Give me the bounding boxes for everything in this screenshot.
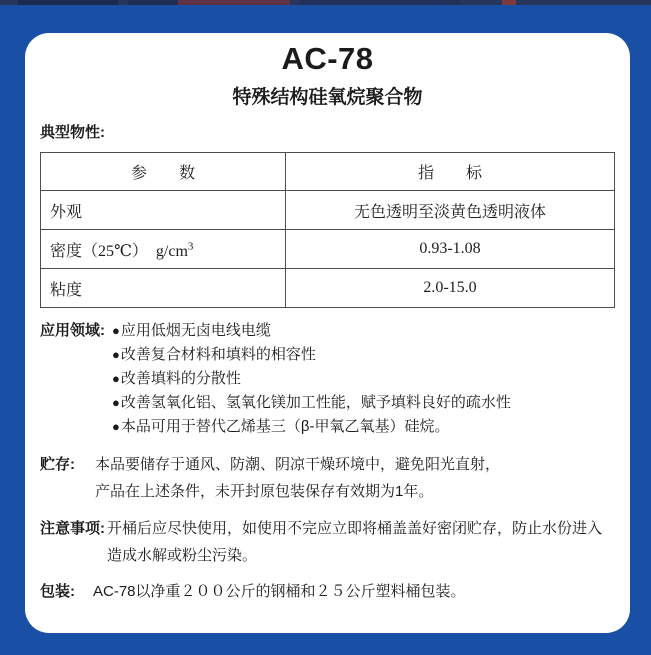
precautions-line: 造成水解或粉尘污染。 bbox=[107, 547, 258, 564]
param-cell bbox=[41, 230, 286, 269]
application-item bbox=[112, 391, 511, 415]
application-item-text: 改善复合材料和填料的相容性 bbox=[120, 346, 316, 363]
precautions-body bbox=[107, 515, 602, 569]
artifact-segment bbox=[18, 0, 118, 5]
param-text: 外观 bbox=[50, 203, 83, 221]
application-item bbox=[112, 367, 511, 391]
bullet-dot-icon: ● bbox=[112, 419, 120, 434]
packaging-section bbox=[40, 581, 615, 603]
datasheet-card bbox=[25, 33, 630, 633]
bullet-dot-icon: ● bbox=[112, 347, 120, 362]
table-header-row bbox=[41, 153, 615, 191]
precautions-label: 注意事项: bbox=[40, 520, 105, 537]
storage-line: 本品要储存于通风、防潮、阴凉干燥环境中，避免阳光直射， bbox=[95, 456, 501, 473]
bullet-dot-icon: ● bbox=[112, 395, 120, 410]
application-item-text: 改善填料的分散性 bbox=[120, 370, 241, 387]
storage-body bbox=[95, 451, 500, 505]
application-section bbox=[40, 319, 615, 439]
value-cell: 无色透明至淡黄色透明液体 bbox=[286, 191, 615, 230]
application-item-text: 改善氢氧化铝、氢氧化镁加工性能，赋予填料良好的疏水性 bbox=[120, 394, 511, 411]
application-label: 应用领域: bbox=[40, 322, 105, 339]
table-row bbox=[41, 269, 615, 308]
value-column-header: 指 标 bbox=[286, 153, 615, 191]
table-row bbox=[41, 191, 615, 230]
product-subtitle: 特殊结构硅氧烷聚合物 bbox=[232, 87, 423, 108]
param-column-header: 参 数 bbox=[41, 153, 286, 191]
application-list bbox=[112, 319, 511, 439]
artifact-segment-red bbox=[178, 0, 290, 5]
param-superscript: 3 bbox=[187, 240, 194, 253]
storage-line: 产品在上述条件，未开封原包装保存有效期为1年。 bbox=[95, 483, 434, 500]
precautions-section bbox=[40, 515, 615, 569]
bullet-dot-icon: ● bbox=[112, 371, 120, 386]
precautions-line: 开桶后应尽快使用，如使用不完应立即将桶盖盖好密闭贮存，防止水份进入 bbox=[107, 520, 603, 537]
product-title: AC-78 bbox=[281, 41, 374, 76]
param-text: 密度（25℃） g/cm bbox=[50, 242, 188, 260]
param-text: 粘度 bbox=[50, 281, 83, 299]
properties-table bbox=[40, 152, 615, 308]
value-cell: 0.93-1.08 bbox=[286, 230, 615, 269]
packaging-label: 包装: bbox=[40, 583, 75, 600]
param-cell bbox=[41, 191, 286, 230]
value-cell: 2.0-15.0 bbox=[286, 269, 615, 308]
param-cell bbox=[41, 269, 286, 308]
artifact-segment bbox=[300, 0, 460, 5]
storage-label: 贮存: bbox=[40, 456, 75, 473]
table-row bbox=[41, 230, 615, 269]
application-item-text: 本品可用于替代乙烯基三（β-甲氧乙氧基）硅烷。 bbox=[120, 418, 450, 435]
application-item bbox=[112, 343, 511, 367]
bullet-dot-icon: ● bbox=[112, 323, 120, 338]
properties-section-label: 典型物性: bbox=[40, 124, 105, 141]
storage-section bbox=[40, 451, 615, 505]
application-item-text: 应用低烟无卤电线电缆 bbox=[120, 322, 271, 339]
artifact-segment-red bbox=[502, 0, 516, 5]
top-crop-artifact-strip bbox=[0, 0, 651, 5]
application-item bbox=[112, 319, 511, 343]
application-item bbox=[112, 415, 511, 439]
packaging-text: AC-78以净重２００公斤的钢桶和２５公斤塑料桶包装。 bbox=[93, 583, 466, 600]
